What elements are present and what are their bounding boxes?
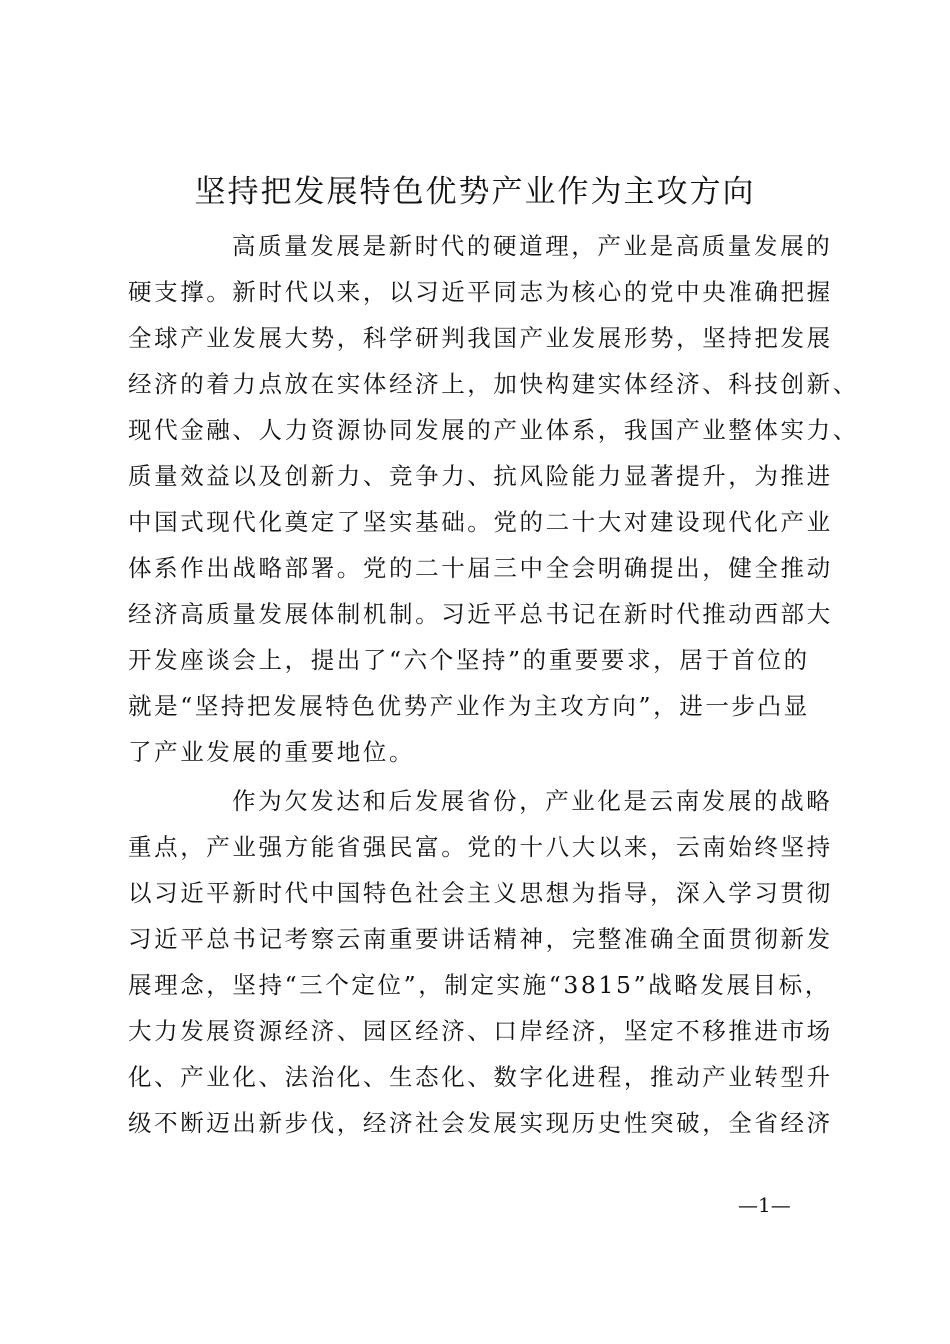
paragraph-line: 就是“坚持把发展特色优势产业作为主攻方向”，进一步凸显: [128, 692, 810, 720]
paragraph-line: 经济高质量发展体制机制。习近平总书记在新时代推动西部大: [128, 600, 833, 628]
paragraph-line: 现代金融、人力资源协同发展的产业体系，我国产业整体实力、: [128, 416, 859, 444]
paragraph-line: 作为欠发达和后发展省份，产业化是云南发展的战略: [232, 787, 833, 815]
page-number: —1—: [738, 1193, 791, 1217]
paragraph-line: 硬支撑。新时代以来，以习近平同志为核心的党中央准确把握: [128, 278, 833, 306]
paragraph-line: 质量效益以及创新力、竞争力、抗风险能力显著提升，为推进: [128, 462, 833, 490]
paragraph-line: 化、产业化、法治化、生态化、数字化进程，推动产业转型升: [128, 1063, 833, 1091]
paragraph-line: 高质量发展是新时代的硬道理，产业是高质量发展的: [232, 232, 833, 260]
paragraph-line: 体系作出战略部署。党的二十届三中全会明确提出，健全推动: [128, 554, 833, 582]
paragraph-line: 大力发展资源经济、园区经济、口岸经济，坚定不移推进市场: [128, 1017, 833, 1045]
paragraph-line: 重点，产业强方能省强民富。党的十八大以来，云南始终坚持: [128, 833, 833, 861]
paragraph-line: 全球产业发展大势，科学研判我国产业发展形势，坚持把发展: [128, 324, 833, 352]
paragraph-line: 习近平总书记考察云南重要讲话精神，完整准确全面贯彻新发: [128, 925, 833, 953]
document-title: 坚持把发展特色优势产业作为主攻方向: [194, 174, 756, 210]
paragraph-line: 开发座谈会上，提出了“六个坚持”的重要要求，居于首位的: [128, 646, 810, 674]
paragraph-line: 级不断迈出新步伐，经济社会发展实现历史性突破，全省经济: [128, 1109, 833, 1137]
paragraph-line: 经济的着力点放在实体经济上，加快构建实体经济、科技创新、: [128, 370, 859, 398]
paragraph-line: 了产业发展的重要地位。: [128, 738, 416, 766]
paragraph-line: 展理念，坚持“三个定位”，制定实施“3815”战略发展目标，: [128, 971, 831, 999]
body-paragraph-1: [128, 223, 859, 775]
paragraph-line: 中国式现代化奠定了坚实基础。党的二十大对建设现代化产业: [128, 508, 833, 536]
paragraph-line: 以习近平新时代中国特色社会主义思想为指导，深入学习贯彻: [128, 879, 833, 907]
body-paragraph-2: [128, 778, 850, 1146]
